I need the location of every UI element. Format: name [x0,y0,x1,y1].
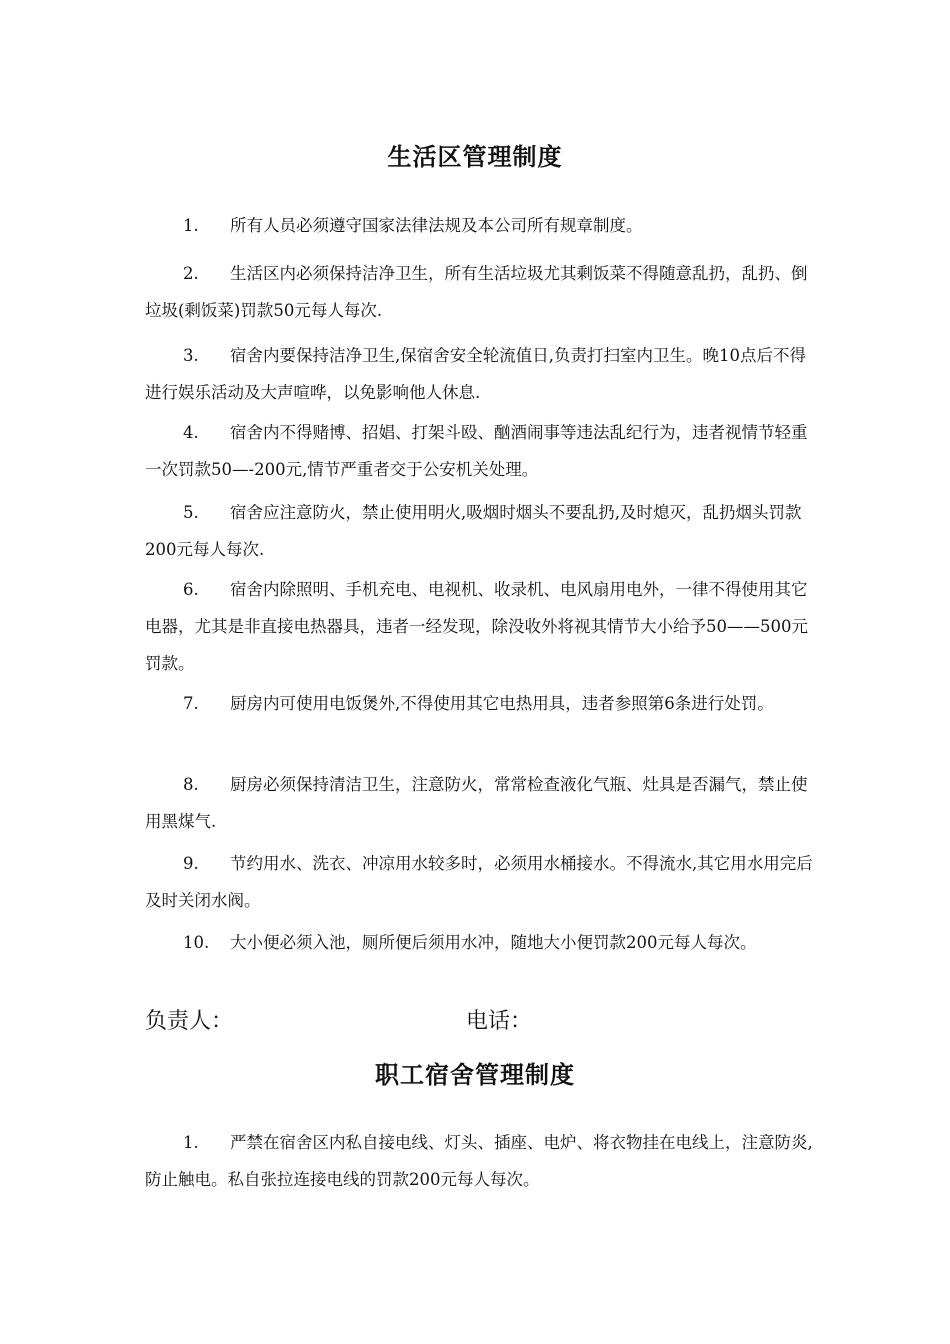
rule-number: 8. [183,775,199,794]
rule-item-6 [145,571,815,682]
rule-item-5 [145,494,815,568]
rule-text: 宿舍应注意防火，禁止使用明火,吸烟时烟头不要乱扔,及时熄灭，乱扔烟头罚款200元每人每次. [145,503,802,559]
rule-item-1 [145,207,815,244]
rule-text: 大小便必须入池，厕所便后须用水冲，随地大小便罚款200元每人每次。 [230,933,757,952]
section-title: 职工宿舍管理制度 [375,1061,575,1089]
rule-text: 厨房内可使用电饭煲外,不得使用其它电热用具，违者参照第6条进行处罚。 [230,694,774,713]
rule-text: 生活区内必须保持洁净卫生，所有生活垃圾尤其剩饭菜不得随意乱扔，乱扔、倒垃圾(剩饭菜)罚款50元每人每次. [145,264,808,320]
rule-text: 宿舍内要保持洁净卫生,保宿舍安全轮流值日,负责打扫室内卫生。晚10点后不得进行娱乐活动及大声喧哗，以免影响他人休息. [145,346,806,402]
rule-item-4 [145,414,815,488]
rule-number: 4. [183,423,199,442]
rule-item-8 [145,766,815,840]
rule-number: 1. [183,216,199,235]
rule-item-7 [145,685,815,722]
rule-text: 厨房必须保持清洁卫生，注意防火，常常检查液化气瓶、灶具是否漏气，禁止使用黑煤气. [145,775,808,831]
rule-number: 2. [183,264,199,283]
rule-number: 9. [183,854,199,873]
rule-number: 10. [183,933,210,952]
rule-number: 5. [183,503,199,522]
rule-text: 宿舍内不得赌博、招娼、打架斗殴、酗酒闹事等违法乱纪行为，违者视情节轻重一次罚款50—-200元,情节严重者交于公安机关处理。 [145,423,808,479]
rule-item-9 [145,845,815,919]
rule-number: 7. [183,694,199,713]
rule-item-3 [145,337,815,411]
rule-text: 严禁在宿舍区内私自接电线、灯头、插座、电炉、将衣物挂在电线上，注意防炎,防止触电。私自张拉连接电线的罚款200元每人每次。 [145,1133,813,1189]
rule-text: 宿舍内除照明、手机充电、电视机、收录机、电风扇用电外，一律不得使用其它电器，尤其是非直接电热器具，违者一经发现，除没收外将视其情节大小给予50——500元罚款。 [145,580,808,673]
rule-text: 所有人员必须遵守国家法律法规及本公司所有规章制度。 [230,216,643,235]
rule-number: 6. [183,580,199,599]
rule-item-2 [145,255,815,329]
page-title: 生活区管理制度 [387,143,563,171]
rule-number: 1. [183,1133,199,1152]
dorm-rule-item-1 [145,1124,815,1198]
rule-text: 节约用水、洗衣、冲凉用水较多时，必须用水桶接水。不得流水,其它用水用完后及时关闭水阀。 [145,854,813,910]
rule-number: 3. [183,346,199,365]
phone-label: 电话： [466,1009,533,1034]
responsible-person-label: 负责人： [145,1009,234,1034]
rule-item-10 [145,924,815,961]
